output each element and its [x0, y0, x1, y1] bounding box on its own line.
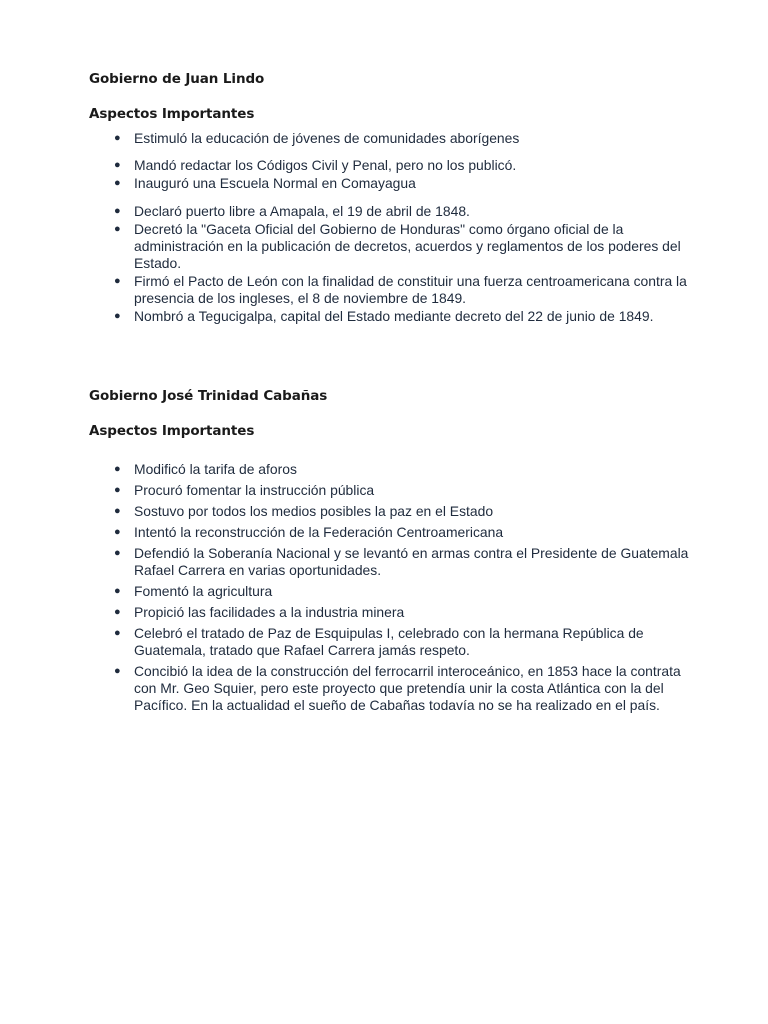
list-item: ● Concibió la idea de la construcción del ferrocarril interoceánico, en 1853 hace la contrata con Mr. Geo Squier, pero este proyecto que pretendía unir la costa Atlántica con la del Pacífico. En la actualidad el sueño de Cabañas todavía no se ha realizado en el país.	[114, 663, 681, 713]
bullet-icon: ●	[114, 275, 121, 287]
section-title: Gobierno José Trinidad Cabañas	[89, 388, 328, 404]
bullet-icon: ●	[114, 505, 121, 517]
bullet-icon: ●	[114, 484, 121, 496]
bullet-icon: ●	[114, 463, 121, 475]
bullet-icon: ●	[114, 526, 121, 538]
list-item: ● Intentó la reconstrucción de la Federación Centroamericana	[114, 524, 504, 540]
bullet-list	[89, 461, 689, 714]
bullet-icon: ●	[114, 205, 121, 217]
list-item: ● Propició las facilidades a la industria minera	[114, 604, 405, 620]
bullet-icon: ●	[114, 547, 121, 559]
list-item: ● Inauguró una Escuela Normal en Comayagua	[114, 175, 416, 191]
bullet-icon: ●	[114, 585, 121, 597]
list-item: ● Decretó la "Gaceta Oficial del Gobierno de Honduras" como órgano oficial de la administración en la publicación de decretos, acuerdos y reglamentos de los poderes del Estado.	[114, 221, 681, 271]
bullet-list	[89, 130, 689, 147]
bullet-icon: ●	[114, 159, 121, 171]
bullet-icon: ●	[114, 177, 121, 189]
bullet-list	[89, 203, 689, 325]
list-item: ● Sostuvo por todos los medios posibles la paz en el Estado	[114, 503, 494, 519]
list-item: ● Modificó la tarifa de aforos	[114, 461, 297, 477]
bullet-icon: ●	[114, 627, 121, 639]
section-subtitle: Aspectos Importantes	[89, 423, 255, 439]
list-item: ● Firmó el Pacto de León con la finalidad de constituir una fuerza centroamericana contra la presencia de los ingleses, el 8 de noviembre de 1849.	[114, 273, 687, 306]
list-item: ● Mandó redactar los Códigos Civil y Penal, pero no los publicó.	[114, 157, 517, 173]
bullet-icon: ●	[114, 223, 121, 235]
bullet-icon: ●	[114, 132, 121, 144]
section-juan-lindo	[89, 70, 689, 325]
list-item: ● Declaró puerto libre a Amapala, el 19 de abril de 1848.	[114, 203, 470, 219]
bullet-icon: ●	[114, 665, 121, 677]
section-title: Gobierno de Juan Lindo	[89, 71, 265, 87]
bullet-list	[89, 157, 689, 192]
section-jose-trinidad-cabanas	[89, 387, 689, 714]
bullet-icon: ●	[114, 310, 121, 322]
list-item: ● Fomentó la agricultura	[114, 583, 273, 599]
list-item: ● Nombró a Tegucigalpa, capital del Estado mediante decreto del 22 de junio de 1849.	[114, 308, 654, 324]
list-item: ● Defendió la Soberanía Nacional y se levantó en armas contra el Presidente de Guatemala Rafael Carrera en varias oportunidades.	[114, 545, 689, 578]
list-item: ● Celebró el tratado de Paz de Esquipulas I, celebrado con la hermana República de Guatemala, tratado que Rafael Carrera jamás respeto.	[114, 625, 644, 658]
section-subtitle: Aspectos Importantes	[89, 106, 255, 122]
list-item: ● Estimuló la educación de jóvenes de comunidades aborígenes	[114, 130, 520, 146]
bullet-icon: ●	[114, 606, 121, 618]
list-item: ● Procuró fomentar la instrucción pública	[114, 482, 375, 498]
